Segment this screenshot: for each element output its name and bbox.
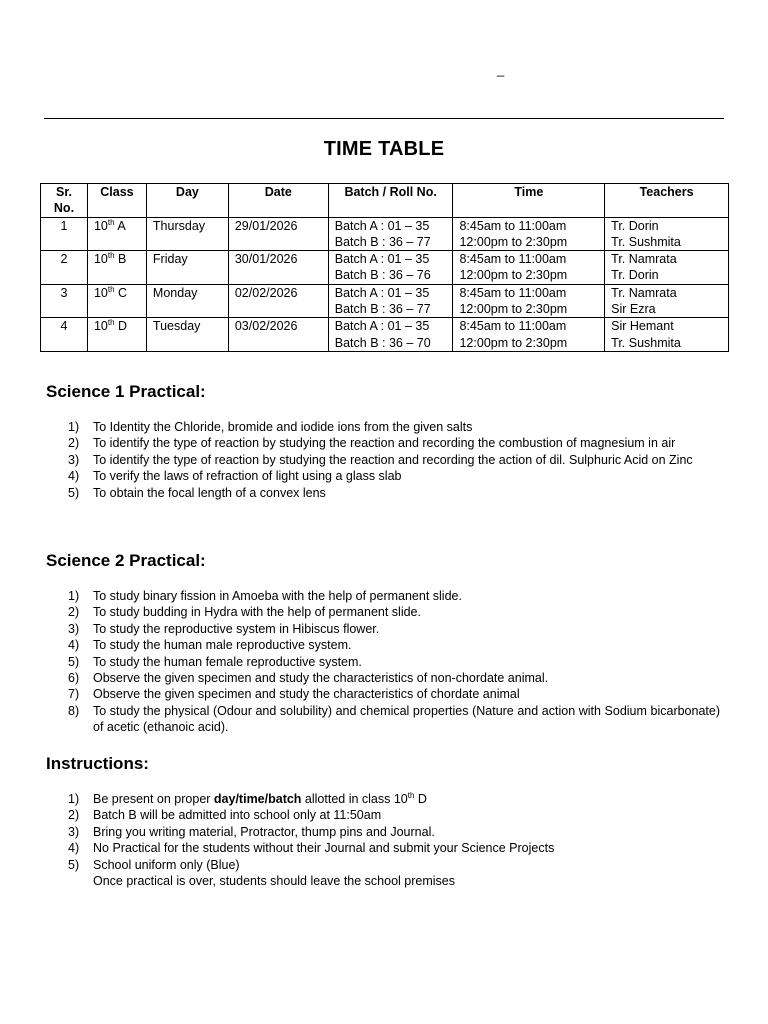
time-cell: 8:45am to 11:00am 12:00pm to 2:30pm [453, 217, 605, 251]
table-row [41, 251, 729, 285]
list-item: 3) To identify the type of reaction by studying the reaction and recording the action of dil. Sulphuric Acid on Zinc [68, 452, 693, 467]
page-title: TIME TABLE [323, 138, 445, 160]
col-header-sr: Sr. No. [41, 184, 88, 218]
table-row [41, 284, 729, 318]
table-row [41, 217, 729, 251]
header-rule [44, 118, 724, 119]
science1-list [68, 419, 720, 501]
sr-cell: 2 [41, 251, 88, 285]
class-cell: 10th C [87, 284, 146, 318]
day-cell: Monday [146, 284, 228, 318]
day-cell: Friday [146, 251, 228, 285]
list-item: 1) To study binary fission in Amoeba with the help of permanent slide. [68, 589, 462, 603]
header-mark: _ [497, 62, 505, 77]
list-item: 4) No Practical for the students without their Journal and submit your Science Projects [68, 841, 555, 856]
class-cell: 10th A [87, 217, 146, 251]
science2-list [68, 588, 720, 736]
table-row [41, 318, 729, 352]
day-cell: Thursday [146, 217, 228, 251]
teachers-cell: Sir Hemant Tr. Sushmita [605, 318, 729, 352]
list-item: 6) Observe the given specimen and study the characteristics of non-chordate animal. [68, 671, 549, 686]
teachers-cell: Tr. Namrata Tr. Dorin [605, 251, 729, 285]
col-header-batch: Batch / Roll No. [328, 184, 453, 218]
time-cell: 8:45am to 11:00am 12:00pm to 2:30pm [453, 318, 605, 352]
list-item: 2) To study budding in Hydra with the help of permanent slide. [68, 605, 421, 620]
date-cell: 03/02/2026 [228, 318, 328, 352]
day-cell: Tuesday [146, 318, 228, 352]
class-cell: 10th D [87, 318, 146, 352]
list-item: 5) School uniform only (Blue) [68, 857, 240, 872]
list-item: 3) To study the reproductive system in Hibiscus flower. [68, 621, 380, 636]
sr-cell: 4 [41, 318, 88, 352]
col-header-day: Day [146, 184, 228, 218]
timetable [40, 183, 729, 352]
batch-cell: Batch A : 01 – 35 Batch B : 36 – 70 [328, 318, 453, 352]
teachers-cell: Tr. Namrata Sir Ezra [605, 284, 729, 318]
date-cell: 30/01/2026 [228, 251, 328, 285]
time-cell: 8:45am to 11:00am 12:00pm to 2:30pm [453, 284, 605, 318]
teachers-cell: Tr. Dorin Tr. Sushmita [605, 217, 729, 251]
science2-heading: Science 2 Practical: [46, 551, 206, 570]
science1-heading: Science 1 Practical: [46, 382, 206, 401]
col-header-time: Time [453, 184, 605, 218]
sr-cell: 1 [41, 217, 88, 251]
col-header-teachers: Teachers [605, 184, 729, 218]
list-item: 2) To identify the type of reaction by studying the reaction and recording the combustion of magnesium in air [68, 436, 676, 451]
time-cell: 8:45am to 11:00am 12:00pm to 2:30pm [453, 251, 605, 285]
list-item: 1) Be present on proper day/time/batch allotted in class 10th D [68, 791, 427, 806]
list-item: 1) To Identity the Chloride, bromide and iodide ions from the given salts [68, 420, 473, 434]
class-cell: 10th B [87, 251, 146, 285]
list-item: 2) Batch B will be admitted into school only at 11:50am [68, 808, 382, 823]
batch-cell: Batch A : 01 – 35 Batch B : 36 – 77 [328, 217, 453, 251]
col-header-date: Date [228, 184, 328, 218]
date-cell: 29/01/2026 [228, 217, 328, 251]
list-item: 7) Observe the given specimen and study the characteristics of chordate animal [68, 687, 520, 702]
sr-cell: 3 [41, 284, 88, 318]
date-cell: 02/02/2026 [228, 284, 328, 318]
list-item: 5) To obtain the focal length of a convex lens [68, 485, 326, 500]
list-item: 8) To study the physical (Odour and solubility) and chemical properties (Nature and action with Sodium bicarbonate) of acetic (ethanoic acid). [68, 703, 720, 735]
table-header-row [41, 184, 729, 218]
batch-cell: Batch A : 01 – 35 Batch B : 36 – 77 [328, 284, 453, 318]
list-item: 4) To study the human male reproductive system. [68, 638, 352, 653]
list-item: 3) Bring you writing material, Protractor, thump pins and Journal. [68, 824, 435, 839]
col-header-class: Class [87, 184, 146, 218]
instructions-heading: Instructions: [46, 754, 149, 773]
list-item: 4) To verify the laws of refraction of light using a glass slab [68, 469, 402, 484]
instructions-list [68, 791, 720, 889]
batch-cell: Batch A : 01 – 35 Batch B : 36 – 76 [328, 251, 453, 285]
instructions-note: Once practical is over, students should leave the school premises [93, 874, 455, 889]
list-item: 5) To study the human female reproductive system. [68, 654, 362, 669]
